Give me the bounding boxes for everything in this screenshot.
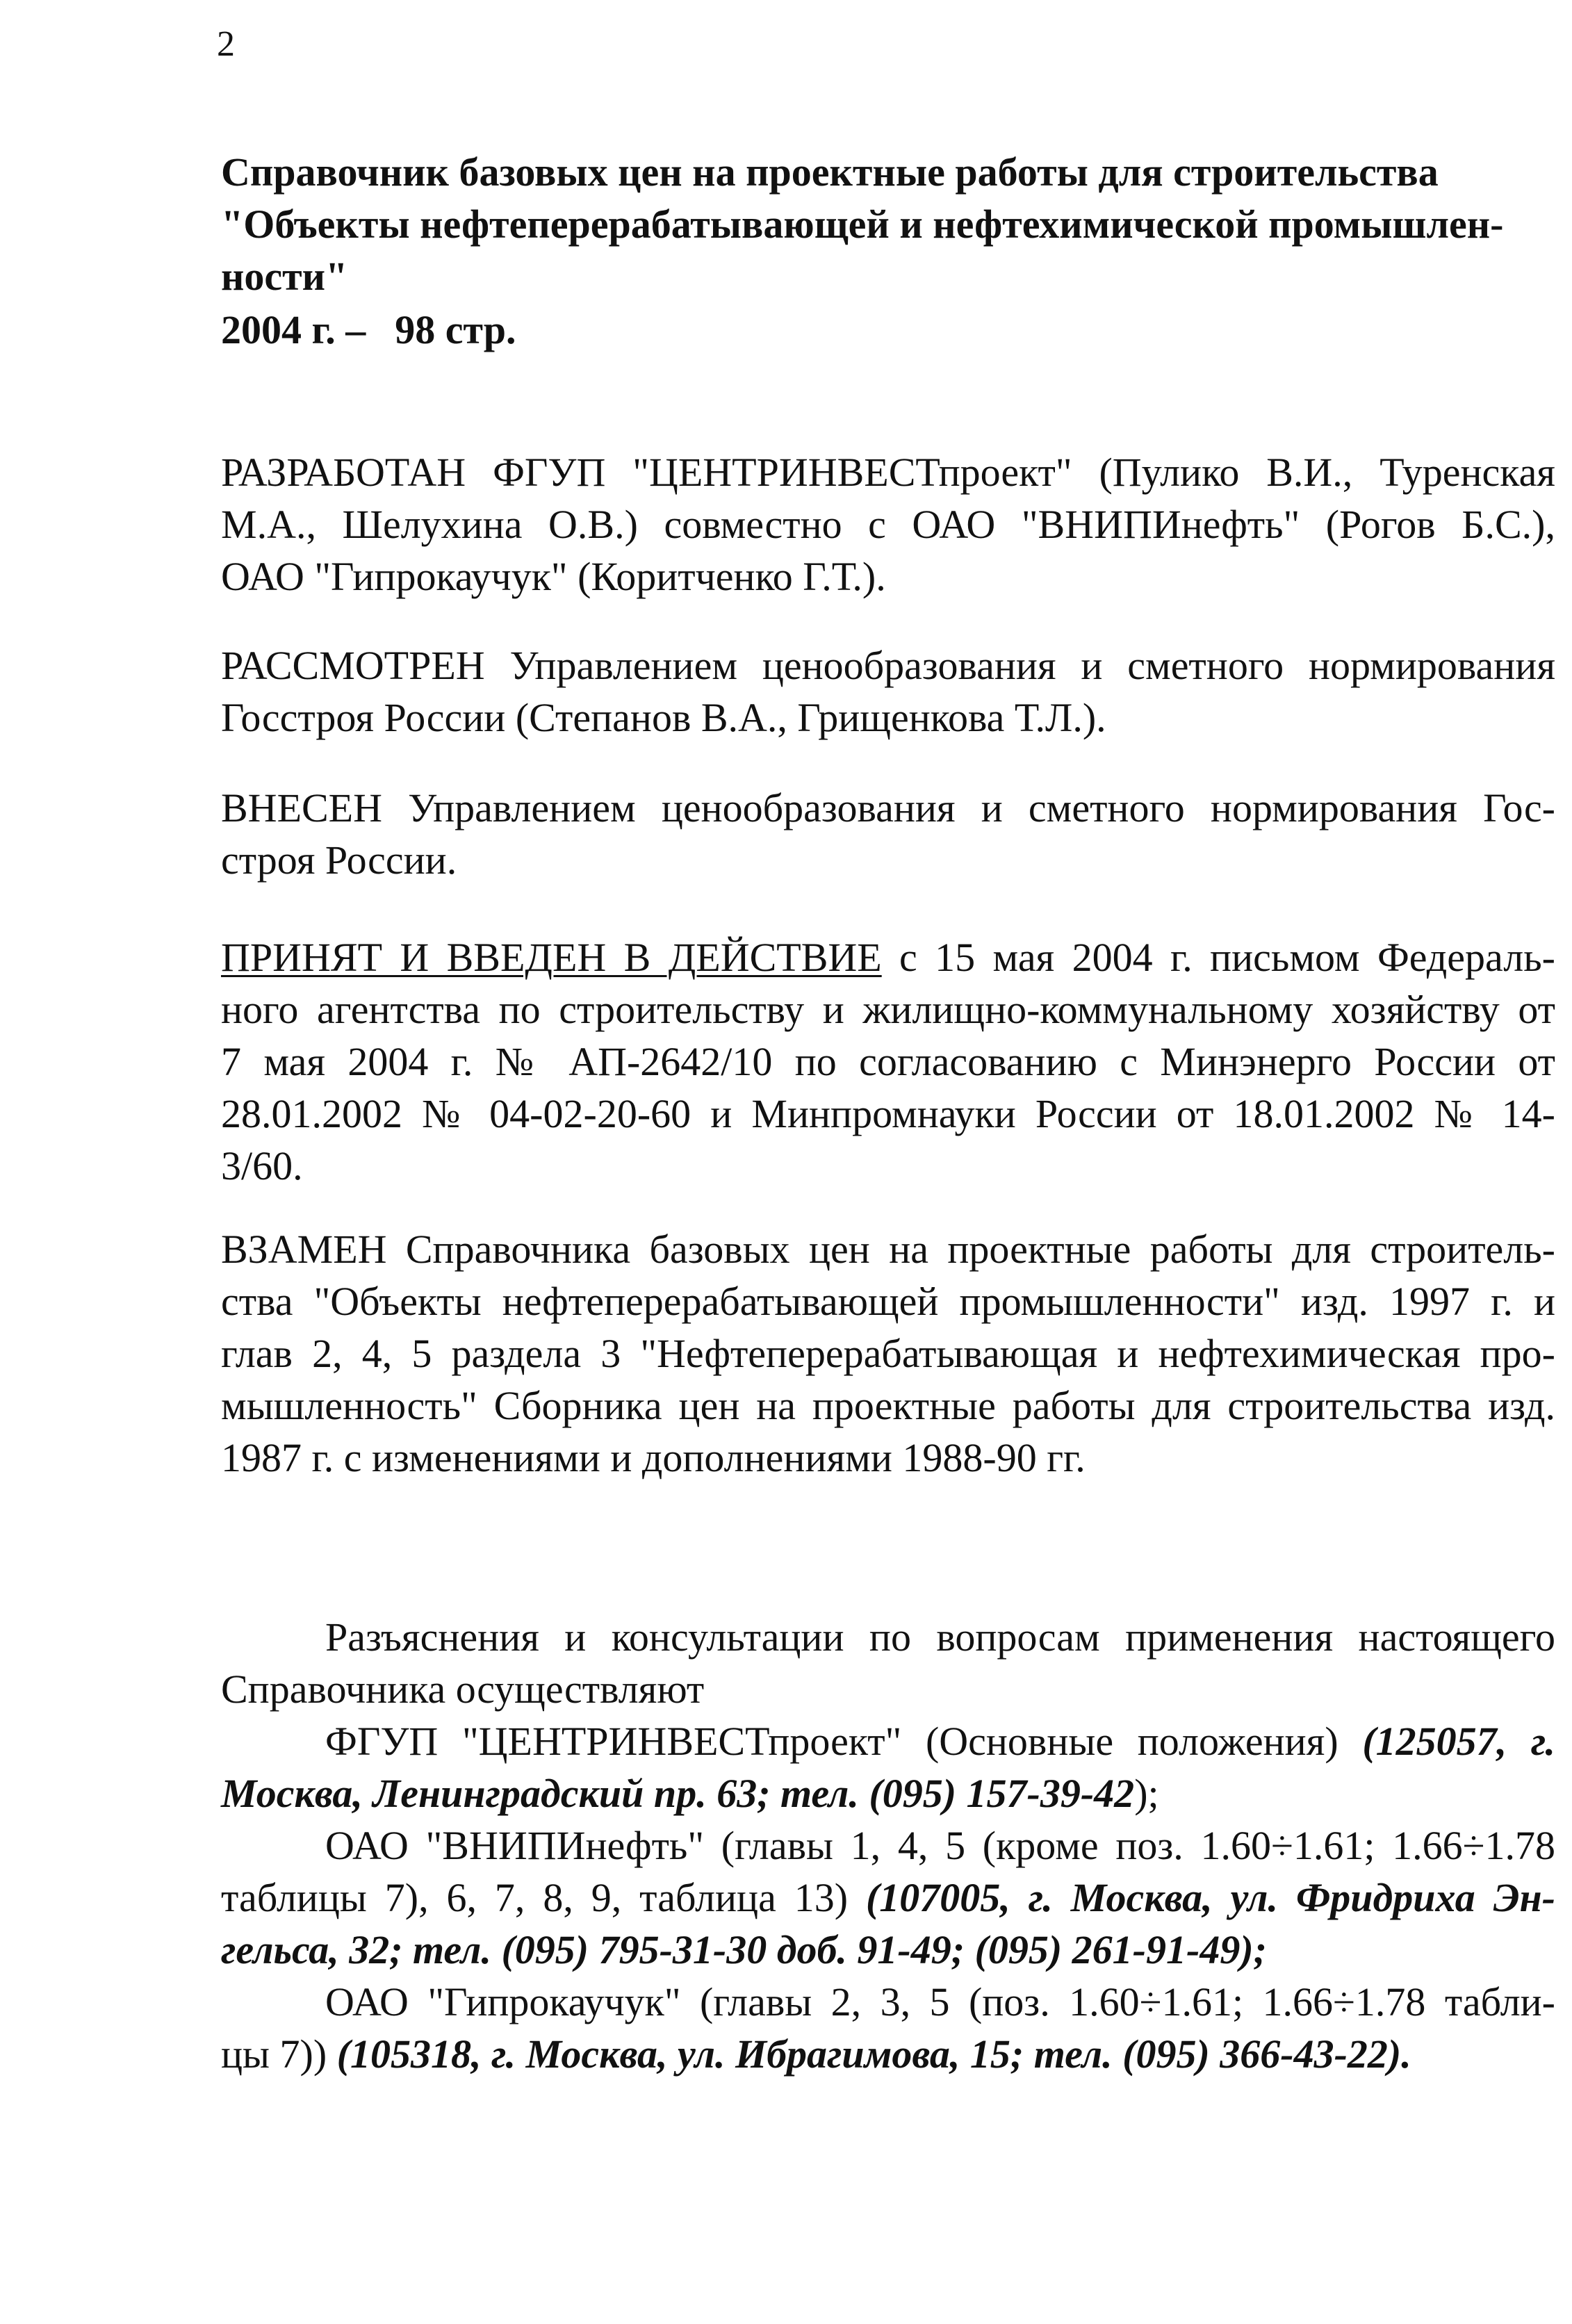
org1-tail: ); <box>1134 1771 1159 1816</box>
section-line: ОАО "Гипрокаучук" (Коритченко Г.Т.). <box>221 554 886 599</box>
section-line: строя России. <box>221 837 457 883</box>
document-title <box>221 146 1555 356</box>
publication-year: 2004 г. – <box>221 307 366 352</box>
section-line <box>221 1715 1555 1767</box>
developed-section <box>221 446 1555 603</box>
section-line <box>221 2028 1555 2080</box>
section-line <box>221 1924 1555 1976</box>
section-line: РАЗРАБОТАН ФГУП "ЦЕНТРИНВЕСТпроект" (Пулико В.И., Туренская <box>221 450 1555 495</box>
section-line: 3/60. <box>221 1143 303 1188</box>
section-line: 7 мая 2004 г. № АП-2642/10 по согласованию с Минэнерго России от <box>221 1039 1555 1084</box>
section-line: Госстроя России (Степанов В.А., Грищенкова Т.Л.). <box>221 695 1106 740</box>
adopted-section <box>221 931 1555 1192</box>
page-count: 98 стр. <box>395 307 516 352</box>
org3-address: (105318, г. Москва, ул. Ибрагимова, 15; тел. (095) 366-43-22). <box>336 2031 1411 2077</box>
section-line <box>221 1872 1555 1924</box>
section-line: ного агентства по строительству и жилищно-коммунальному хозяйству от <box>221 987 1555 1032</box>
title-year-line <box>221 304 1555 356</box>
section-line: М.А., Шелухина О.В.) совместно с ОАО "ВНИПИнефть" (Рогов Б.С.), <box>221 502 1555 547</box>
org1-address: Москва, Ленинградский пр. 63; тел. (095) 157-39-42 <box>221 1771 1135 1816</box>
section-line <box>221 1767 1555 1819</box>
consultations-section <box>221 1611 1555 2080</box>
section-line: Разъяснения и консультации по вопросам применения настоящего <box>325 1614 1555 1660</box>
submitted-section <box>221 782 1555 886</box>
section-line: глав 2, 4, 5 раздела 3 "Нефтеперерабатывающая и нефтехимическая про- <box>221 1331 1555 1376</box>
section-line: 1987 г. с изменениями и дополнениями 1988-90 гг. <box>221 1435 1086 1480</box>
section-line: ВНЕСЕН Управлением ценообразования и сметного нормирования Гос- <box>221 785 1555 830</box>
adopted-text: с 15 мая 2004 г. письмом Федераль- <box>881 935 1555 980</box>
title-line: Справочник базовых цен на проектные работы для строительства <box>221 149 1439 195</box>
org2-text: таблицы 7), 6, 7, 8, 9, таблица 13) <box>221 1875 866 1920</box>
replaces-section <box>221 1223 1555 1484</box>
section-line: Справочника осуществляют <box>221 1667 705 1712</box>
org2-address: (107005, г. Москва, ул. Фридриха Эн- <box>865 1875 1555 1920</box>
section-line: РАССМОТРЕН Управлением ценообразования и сметного нормирования <box>221 643 1555 688</box>
org2-address: гельса, 32; тел. (095) 795-31-30 доб. 91-49; (095) 261-91-49); <box>221 1927 1267 1972</box>
page-number: 2 <box>217 24 235 64</box>
org1-text: ФГУП "ЦЕНТРИНВЕСТпроект" (Основные положения) <box>325 1719 1363 1764</box>
section-line: ОАО "Гипрокаучук" (главы 2, 3, 5 (поз. 1.60÷1.61; 1.66÷1.78 табли- <box>325 1979 1555 2024</box>
section-line: ОАО "ВНИПИнефть" (главы 1, 4, 5 (кроме поз. 1.60÷1.61; 1.66÷1.78 <box>325 1823 1555 1868</box>
org1-address: (125057, г. <box>1362 1719 1555 1764</box>
section-line: ВЗАМЕН Справочника базовых цен на проектные работы для строитель- <box>221 1227 1555 1272</box>
section-line: 28.01.2002 № 04-02-20-60 и Минпромнауки России от 18.01.2002 № 14- <box>221 1091 1555 1136</box>
reviewed-section <box>221 639 1555 744</box>
section-line: мышленность" Сборника цен на проектные работы для строительства изд. <box>221 1383 1555 1428</box>
title-line: "Объекты нефтеперерабатывающей и нефтехимической промышлен- <box>221 202 1504 247</box>
adopted-label: ПРИНЯТ И ВВЕДЕН В ДЕЙСТВИЕ <box>221 935 882 980</box>
title-line: ности" <box>221 254 348 299</box>
org3-text: цы 7)) <box>221 2031 337 2077</box>
section-line: ства "Объекты нефтеперерабатывающей промышленности" изд. 1997 г. и <box>221 1279 1555 1324</box>
section-line <box>221 931 1555 983</box>
